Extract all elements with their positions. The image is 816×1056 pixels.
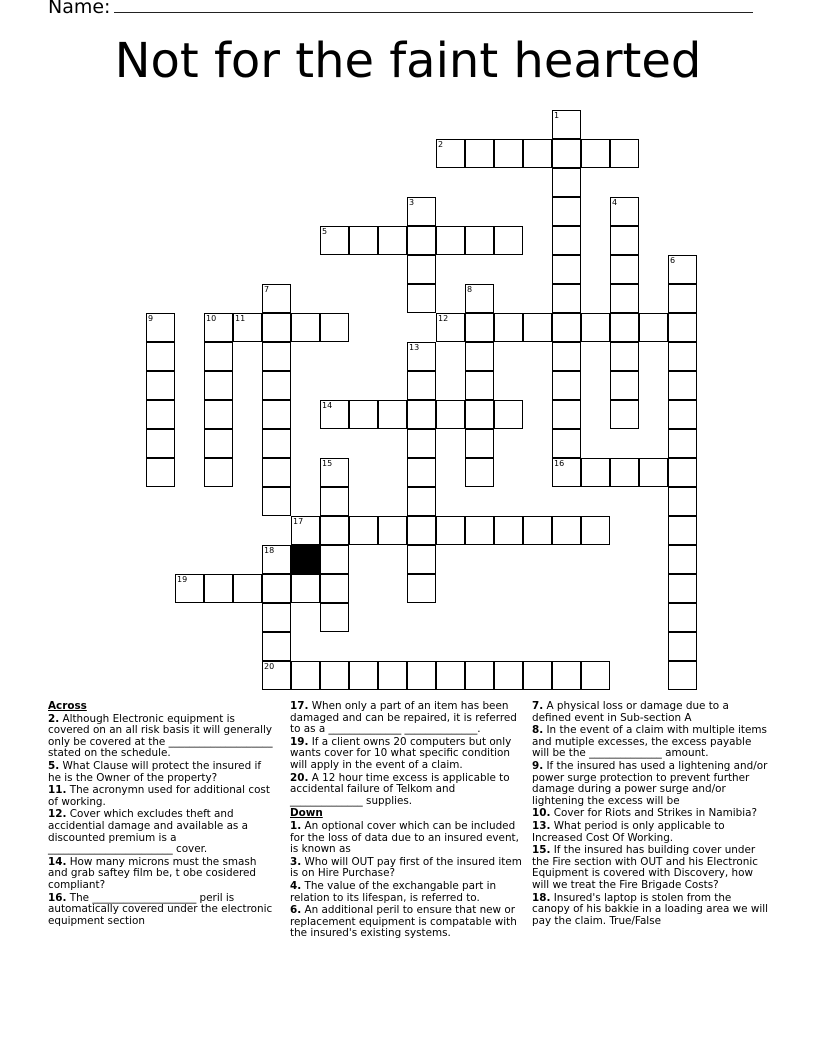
- clue-label: 3.: [290, 855, 302, 868]
- grid-cell[interactable]: [262, 429, 291, 458]
- clue-label: 5.: [48, 759, 60, 772]
- grid-cell[interactable]: [407, 661, 436, 690]
- grid-cell[interactable]: [465, 284, 494, 313]
- grid-cell[interactable]: [465, 400, 494, 429]
- grid-cell[interactable]: [436, 139, 465, 168]
- clue-number: 16: [554, 459, 565, 468]
- clue: [290, 821, 522, 856]
- clue-label: 11.: [48, 784, 67, 797]
- grid-cell[interactable]: [407, 371, 436, 400]
- grid-cell[interactable]: [262, 487, 291, 516]
- grid-cell[interactable]: [262, 342, 291, 371]
- grid-cell[interactable]: [465, 139, 494, 168]
- clue-text: A 12 hour time excess is applicable to accidental failure of Telkom and ______________ supplies.: [290, 771, 510, 807]
- clue-text: The acronymn used for additional cost of working.: [48, 784, 270, 808]
- clue-text: If a client owns 20 computers but only wants cover for 10 what specific condition will apply in the event of a claim.: [290, 735, 512, 771]
- grid-cell[interactable]: [262, 284, 291, 313]
- grid-cell[interactable]: [407, 226, 436, 255]
- grid-cell[interactable]: [175, 574, 204, 603]
- clue: [48, 857, 274, 892]
- grid-cell[interactable]: [639, 313, 668, 342]
- grid-cell[interactable]: [262, 458, 291, 487]
- grid-cell[interactable]: [262, 574, 291, 603]
- grid-cell[interactable]: [262, 400, 291, 429]
- clue-label: 14.: [48, 855, 67, 868]
- clue-text: What period is only applicable to Increased Cost Of Working.: [532, 819, 725, 844]
- grid-cell[interactable]: [552, 429, 581, 458]
- grid-cell[interactable]: [320, 545, 349, 574]
- clue-label: 15.: [532, 844, 551, 857]
- grid-cell[interactable]: [523, 139, 552, 168]
- clue: [290, 881, 522, 904]
- clue-text: Insured's laptop is stolen from the canopy of his bakkie in a loading area we will pay the claim. True/False: [532, 891, 769, 927]
- grid-cell[interactable]: [552, 516, 581, 545]
- grid-cell[interactable]: [349, 661, 378, 690]
- grid-cell[interactable]: [204, 574, 233, 603]
- grid-cell[interactable]: [146, 342, 175, 371]
- grid-cell[interactable]: [407, 429, 436, 458]
- clue-label: 20.: [290, 771, 309, 784]
- clue-text: What Clause will protect the insured if he is the Owner of the property?: [48, 759, 262, 784]
- grid-cell[interactable]: [668, 545, 697, 574]
- grid-cell[interactable]: [407, 487, 436, 516]
- clue-number: 4: [612, 198, 618, 207]
- clue-label: 8.: [532, 724, 544, 737]
- grid-block: [291, 545, 320, 574]
- clue-text: If the insured has used a lightening and/or power surge protection to prevent further damage during a power surge and/or lightening the excess will be: [532, 759, 768, 807]
- grid-cell[interactable]: [610, 139, 639, 168]
- clue-number: 15: [322, 459, 333, 468]
- grid-cell[interactable]: [494, 661, 523, 690]
- grid-cell[interactable]: [610, 400, 639, 429]
- across-header: Across: [48, 700, 87, 712]
- clue-text: Cover for Riots and Strikes in Namibia?: [550, 807, 758, 820]
- grid-cell[interactable]: [349, 516, 378, 545]
- clue-label: 10.: [532, 807, 551, 820]
- clue: [290, 737, 522, 772]
- clue: [290, 773, 522, 808]
- grid-cell[interactable]: [204, 371, 233, 400]
- grid-cell[interactable]: [465, 226, 494, 255]
- grid-cell[interactable]: [668, 632, 697, 661]
- grid-cell[interactable]: [204, 313, 233, 342]
- grid-cell[interactable]: [581, 458, 610, 487]
- grid-cell[interactable]: [436, 516, 465, 545]
- grid-cell[interactable]: [465, 342, 494, 371]
- clue-label: 16.: [48, 891, 67, 904]
- grid-cell[interactable]: [494, 226, 523, 255]
- clue: [290, 701, 522, 736]
- clue-label: 2.: [48, 712, 60, 725]
- clue-number: 19: [177, 575, 188, 584]
- clue-text: The ____________________ peril is automatically covered under the electronic equipment section: [48, 891, 273, 927]
- clue-text: Who will OUT pay first of the insured item is on Hire Purchase?: [290, 855, 522, 880]
- clue-text: If the insured has building cover under the Fire section with OUT and his Electronic Equipment is covered with Discovery, how will we treat the Fire Brigade Costs?: [532, 844, 758, 891]
- grid-cell[interactable]: [552, 168, 581, 197]
- grid-cell[interactable]: [668, 458, 697, 487]
- clue-label: 1.: [290, 819, 302, 832]
- grid-cell[interactable]: [494, 313, 523, 342]
- clue-number: 18: [264, 546, 275, 555]
- grid-cell[interactable]: [552, 139, 581, 168]
- grid-cell[interactable]: [552, 110, 581, 139]
- grid-cell[interactable]: [610, 226, 639, 255]
- grid-cell[interactable]: [262, 313, 291, 342]
- clue: [48, 809, 274, 855]
- grid-cell[interactable]: [349, 400, 378, 429]
- grid-cell[interactable]: [668, 661, 697, 690]
- clue-number: 14: [322, 401, 333, 410]
- grid-cell[interactable]: [552, 371, 581, 400]
- grid-cell[interactable]: [407, 545, 436, 574]
- grid-cell[interactable]: [610, 458, 639, 487]
- clue: [532, 893, 768, 928]
- grid-cell[interactable]: [320, 661, 349, 690]
- grid-cell[interactable]: [436, 226, 465, 255]
- grid-cell[interactable]: [407, 516, 436, 545]
- grid-cell[interactable]: [668, 313, 697, 342]
- clue-label: 18.: [532, 891, 551, 904]
- clue-text: In the event of a claim with multiple items and mutiple excesses, the excess payable will be the ______________ amount.: [532, 724, 767, 760]
- clue-label: 13.: [532, 819, 551, 832]
- grid-cell[interactable]: [204, 458, 233, 487]
- grid-cell[interactable]: [552, 458, 581, 487]
- clue-text: A physical loss or damage due to a defined event in Sub-section A: [532, 700, 729, 724]
- clues-column-3: [532, 701, 768, 928]
- grid-cell[interactable]: [291, 661, 320, 690]
- grid-cell[interactable]: [349, 226, 378, 255]
- grid-cell[interactable]: [320, 400, 349, 429]
- grid-cell[interactable]: [552, 255, 581, 284]
- grid-cell[interactable]: [610, 371, 639, 400]
- clue: [532, 725, 768, 760]
- page-title: Not for the faint hearted: [114, 33, 702, 89]
- grid-cell[interactable]: [668, 516, 697, 545]
- grid-cell[interactable]: [320, 226, 349, 255]
- grid-cell[interactable]: [320, 458, 349, 487]
- clues-column-2: [290, 701, 522, 941]
- clue-number: 2: [438, 140, 444, 149]
- clue: [290, 905, 522, 940]
- clue-number: 17: [293, 517, 304, 526]
- grid-cell[interactable]: [146, 400, 175, 429]
- clue: [532, 761, 768, 807]
- grid-cell[interactable]: [552, 400, 581, 429]
- grid-cell[interactable]: [552, 226, 581, 255]
- clue: [532, 845, 768, 891]
- grid-cell[interactable]: [523, 313, 552, 342]
- clue-number: 7: [264, 285, 270, 294]
- grid-cell[interactable]: [581, 139, 610, 168]
- grid-cell[interactable]: [262, 661, 291, 690]
- grid-cell[interactable]: [407, 284, 436, 313]
- clue-number: 8: [467, 285, 473, 294]
- clue-text: How many microns must the smash and grab saftey film be, t obe cosidered compliant?: [48, 855, 257, 891]
- grid-cell[interactable]: [581, 516, 610, 545]
- grid-cell[interactable]: [523, 516, 552, 545]
- grid-cell[interactable]: [291, 516, 320, 545]
- grid-cell[interactable]: [494, 139, 523, 168]
- grid-cell[interactable]: [668, 342, 697, 371]
- grid-cell[interactable]: [668, 487, 697, 516]
- grid-cell[interactable]: [146, 429, 175, 458]
- grid-cell[interactable]: [465, 429, 494, 458]
- clue-number: 11: [235, 314, 246, 323]
- grid-cell[interactable]: [407, 197, 436, 226]
- clue-text: Although Electronic equipment is covered on an all risk basis it will generally only be covered at the ____________________ stated on the schedule.: [48, 712, 273, 760]
- grid-cell[interactable]: [407, 400, 436, 429]
- clue-text: Cover which excludes theft and accidential damage and available as a discounted premium is a ________________________ cover.: [48, 808, 249, 856]
- grid-cell[interactable]: [233, 574, 262, 603]
- grid-cell[interactable]: [610, 255, 639, 284]
- grid-cell[interactable]: [407, 255, 436, 284]
- grid-cell[interactable]: [610, 197, 639, 226]
- grid-cell[interactable]: [668, 429, 697, 458]
- grid-cell[interactable]: [146, 371, 175, 400]
- clue-label: 6.: [290, 904, 302, 917]
- clue-text: The value of the exchangable part in relation to its lifespan, is referred to.: [290, 879, 497, 904]
- grid-cell[interactable]: [320, 313, 349, 342]
- grid-cell[interactable]: [465, 458, 494, 487]
- clue-text: An additional peril to ensure that new or replacement equipment is compatable with the insured's existing systems.: [290, 904, 517, 940]
- clue: [532, 701, 768, 724]
- grid-cell[interactable]: [320, 487, 349, 516]
- clue: [48, 761, 274, 784]
- grid-cell[interactable]: [552, 661, 581, 690]
- grid-cell[interactable]: [581, 661, 610, 690]
- grid-cell[interactable]: [262, 545, 291, 574]
- clue-label: 19.: [290, 735, 309, 748]
- grid-cell[interactable]: [465, 371, 494, 400]
- grid-cell[interactable]: [262, 632, 291, 661]
- grid-cell[interactable]: [378, 226, 407, 255]
- clue: [532, 821, 768, 844]
- grid-cell[interactable]: [465, 313, 494, 342]
- clue-label: 7.: [532, 700, 544, 712]
- grid-cell[interactable]: [291, 574, 320, 603]
- grid-cell[interactable]: [465, 516, 494, 545]
- grid-cell[interactable]: [146, 313, 175, 342]
- down-header: Down: [290, 807, 323, 820]
- clue: [48, 785, 274, 808]
- grid-cell[interactable]: [204, 429, 233, 458]
- clue-number: 12: [438, 314, 449, 323]
- clue-text: An optional cover which can be included for the loss of data due to an insured event, is known as: [290, 819, 519, 856]
- clue-label: 4.: [290, 879, 302, 892]
- grid-cell[interactable]: [494, 516, 523, 545]
- clues-column-1: [48, 701, 274, 928]
- grid-cell[interactable]: [610, 313, 639, 342]
- clue-label: 12.: [48, 808, 67, 821]
- grid-cell[interactable]: [639, 458, 668, 487]
- clue-number: 10: [206, 314, 217, 323]
- grid-cell[interactable]: [668, 371, 697, 400]
- grid-cell[interactable]: [552, 284, 581, 313]
- clue-text: When only a part of an item has been damaged and can be repaired, it is referred to as a ______________ ______________.: [290, 700, 517, 736]
- grid-cell[interactable]: [146, 458, 175, 487]
- grid-cell[interactable]: [262, 603, 291, 632]
- clue-number: 9: [148, 314, 154, 323]
- grid-cell[interactable]: [436, 661, 465, 690]
- clue-number: 6: [670, 256, 676, 265]
- grid-cell[interactable]: [581, 313, 610, 342]
- grid-cell[interactable]: [610, 342, 639, 371]
- grid-cell[interactable]: [378, 661, 407, 690]
- name-label: Name:: [48, 0, 111, 18]
- grid-cell[interactable]: [407, 342, 436, 371]
- clue: [48, 893, 274, 928]
- clue-number: 3: [409, 198, 415, 207]
- grid-cell[interactable]: [668, 284, 697, 313]
- grid-cell[interactable]: [291, 313, 320, 342]
- grid-cell[interactable]: [320, 574, 349, 603]
- grid-cell[interactable]: [378, 516, 407, 545]
- clue-number: 20: [264, 662, 275, 671]
- clue-label: 17.: [290, 700, 309, 712]
- grid-cell[interactable]: [204, 342, 233, 371]
- clue: [290, 857, 522, 880]
- grid-cell[interactable]: [233, 313, 262, 342]
- grid-cell[interactable]: [436, 400, 465, 429]
- grid-cell[interactable]: [465, 661, 494, 690]
- grid-cell[interactable]: [204, 400, 233, 429]
- clue-label: 9.: [532, 759, 544, 772]
- grid-cell[interactable]: [552, 342, 581, 371]
- grid-cell[interactable]: [610, 284, 639, 313]
- grid-cell[interactable]: [407, 458, 436, 487]
- grid-cell[interactable]: [523, 661, 552, 690]
- grid-cell[interactable]: [320, 603, 349, 632]
- grid-cell[interactable]: [668, 255, 697, 284]
- clue-number: 1: [554, 111, 560, 120]
- grid-cell[interactable]: [552, 313, 581, 342]
- clue: [532, 808, 768, 820]
- grid-cell[interactable]: [668, 574, 697, 603]
- clue-number: 13: [409, 343, 420, 352]
- clue-number: 5: [322, 227, 328, 236]
- clue: [48, 714, 274, 760]
- grid-cell[interactable]: [320, 516, 349, 545]
- grid-cell[interactable]: [436, 313, 465, 342]
- grid-cell[interactable]: [668, 400, 697, 429]
- grid-cell[interactable]: [407, 574, 436, 603]
- grid-cell[interactable]: [378, 400, 407, 429]
- grid-cell[interactable]: [552, 197, 581, 226]
- grid-cell[interactable]: [494, 400, 523, 429]
- grid-cell[interactable]: [262, 371, 291, 400]
- grid-cell[interactable]: [668, 603, 697, 632]
